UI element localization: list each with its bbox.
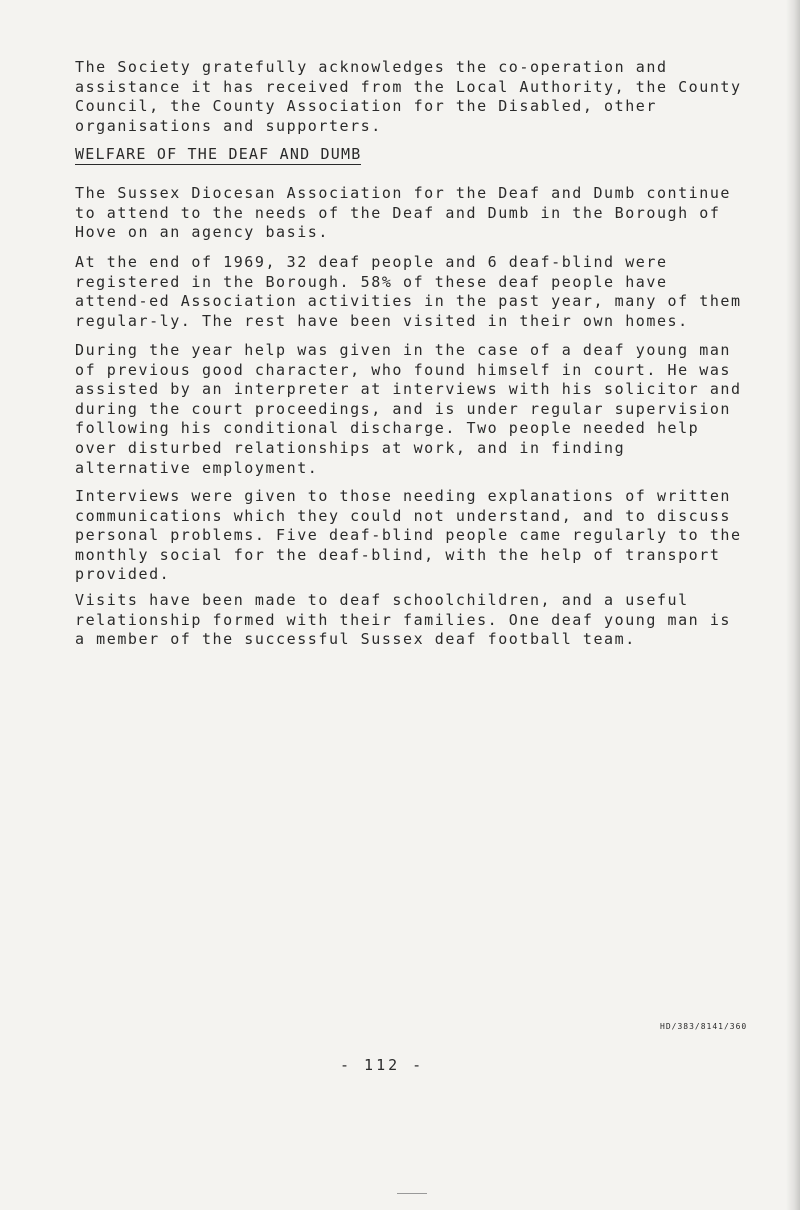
document-reference: HD/383/8141/360 <box>660 1022 748 1031</box>
paragraph-acknowledgement: The Society gratefully acknowledges the co-operation and assistance it has received from the Local Authority, the County Council, the County Association for the Disabled, other organisations and supporters. <box>75 58 742 135</box>
paragraph-court-case: During the year help was given in the case of a deaf young man of previous good character, who found himself in court. He was assisted by an interpreter at interviews with his solicitor and during the court proceedings, and is under regular supervision following his conditional discharge. Two people needed help over disturbed relationships at work, and in finding alternative employment. <box>75 341 742 477</box>
paragraph-interviews: Interviews were given to those needing explanations of written communications which they could not understand, and to discuss personal problems. Five deaf-blind people came regularly to the monthly social for the deaf-blind, with the help of transport provided. <box>75 487 742 584</box>
paragraph-registration: At the end of 1969, 32 deaf people and 6 deaf-blind were registered in the Borough. 58% of these deaf people have attend-ed Association activities in the past year, many of them regular-ly. The rest have been visited in their own homes. <box>75 253 742 330</box>
scan-mark <box>397 1193 427 1194</box>
paragraph-visits: Visits have been made to deaf schoolchildren, and a useful relationship formed with their families. One deaf young man is a member of the successful Sussex deaf football team. <box>75 591 732 649</box>
section-heading: WELFARE OF THE DEAF AND DUMB <box>75 145 362 163</box>
paragraph-association: The Sussex Diocesan Association for the Deaf and Dumb continue to attend to the needs of the Deaf and Dumb in the Borough of Hove on an agency basis. <box>75 184 732 242</box>
page-edge-shadow <box>786 0 800 1210</box>
page-number: - 112 - <box>340 1056 425 1074</box>
